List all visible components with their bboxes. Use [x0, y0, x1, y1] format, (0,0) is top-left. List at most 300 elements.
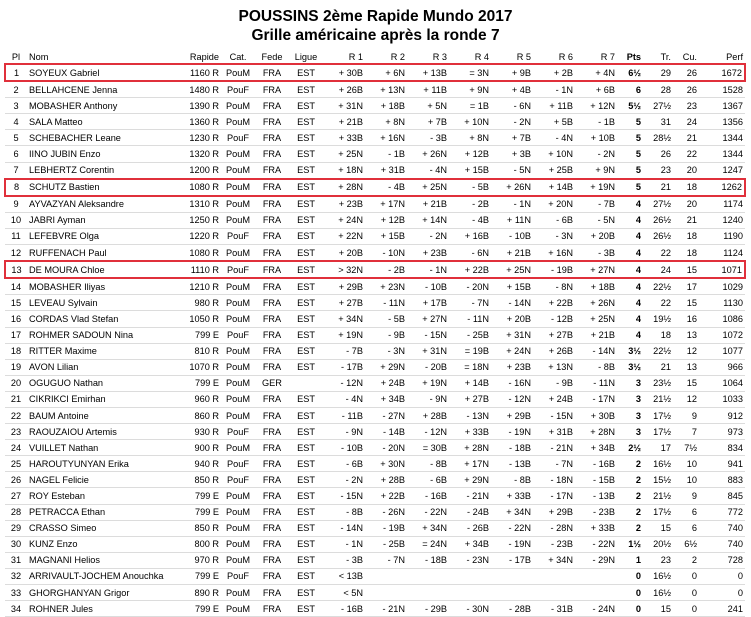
cell-category: PouM: [221, 343, 255, 359]
cell-place: 12: [5, 245, 27, 262]
cell-league: EST: [289, 212, 323, 228]
cell-points: 3: [617, 424, 643, 440]
cell-round-7: + 18B: [575, 278, 617, 295]
cell-rating: 940 R: [177, 456, 221, 472]
cell-category: PouM: [221, 295, 255, 311]
cell-league: EST: [289, 568, 323, 584]
table-row: [5, 81, 745, 98]
cell-round-4: + 12B: [449, 146, 491, 162]
table-row: [5, 196, 745, 213]
cell-round-3: + 14N: [407, 212, 449, 228]
cell-round-4: - 11N: [449, 311, 491, 327]
cell-round-6: - 1N: [533, 81, 575, 98]
cell-cumulative: 13: [673, 327, 699, 343]
cell-federation: FRA: [255, 440, 289, 456]
cell-round-1: + 23B: [323, 196, 365, 213]
cell-performance: 241: [699, 601, 745, 617]
cell-performance: 1064: [699, 375, 745, 391]
cell-rating: 799 E: [177, 504, 221, 520]
cell-points: 0: [617, 601, 643, 617]
cell-points: 5: [617, 179, 643, 196]
cell-category: PouM: [221, 359, 255, 375]
table-row: [5, 424, 745, 440]
cell-rating: 800 R: [177, 536, 221, 552]
cell-rating: 1220 R: [177, 228, 221, 244]
cell-rating: 850 R: [177, 520, 221, 536]
cell-performance: 728: [699, 552, 745, 568]
cell-performance: 1124: [699, 245, 745, 262]
cell-place: 8: [5, 179, 27, 196]
cell-category: PouM: [221, 407, 255, 423]
cell-round-5: - 5N: [491, 162, 533, 179]
cell-league: EST: [289, 391, 323, 407]
cell-round-7: + 26N: [575, 295, 617, 311]
cell-tiebreak: 19½: [643, 311, 673, 327]
cell-round-5: - 1N: [491, 196, 533, 213]
cell-rating: 860 R: [177, 407, 221, 423]
cell-name: SCHEBACHER Leane: [27, 130, 177, 146]
cell-performance: 1344: [699, 130, 745, 146]
cell-round-5: - 22N: [491, 520, 533, 536]
cell-round-5: + 15B: [491, 278, 533, 295]
cell-round-4: = 3N: [449, 64, 491, 81]
table-row: [5, 504, 745, 520]
cell-federation: FRA: [255, 98, 289, 114]
cell-league: EST: [289, 488, 323, 504]
cell-federation: FRA: [255, 81, 289, 98]
cell-points: 4: [617, 295, 643, 311]
cell-tiebreak: 22: [643, 295, 673, 311]
cell-round-5: [491, 585, 533, 601]
header-round-7: R 7: [575, 52, 617, 64]
cell-name: ROHMER SADOUN Nina: [27, 327, 177, 343]
table-row: [5, 391, 745, 407]
cell-round-6: - 28N: [533, 520, 575, 536]
cell-performance: 1130: [699, 295, 745, 311]
cell-league: EST: [289, 98, 323, 114]
cell-name: LEVEAU Sylvain: [27, 295, 177, 311]
cell-category: PouM: [221, 520, 255, 536]
table-row: [5, 375, 745, 391]
cell-name: AYVAZYAN Aleksandre: [27, 196, 177, 213]
cell-place: 27: [5, 488, 27, 504]
cell-round-1: + 19N: [323, 327, 365, 343]
cell-round-6: - 19B: [533, 261, 575, 278]
cell-category: PouM: [221, 146, 255, 162]
cell-federation: FRA: [255, 64, 289, 81]
table-row: [5, 327, 745, 343]
cell-category: PouF: [221, 456, 255, 472]
cell-tiebreak: 17½: [643, 504, 673, 520]
cell-performance: 0: [699, 585, 745, 601]
cell-federation: FRA: [255, 295, 289, 311]
cell-federation: FRA: [255, 585, 289, 601]
cell-round-4: = 18N: [449, 359, 491, 375]
cell-round-4: = 19B: [449, 343, 491, 359]
cell-round-6: - 4N: [533, 130, 575, 146]
header-performance: Perf: [699, 52, 745, 64]
cell-cumulative: 6: [673, 504, 699, 520]
cell-tiebreak: 23: [643, 162, 673, 179]
cell-federation: FRA: [255, 343, 289, 359]
cell-federation: FRA: [255, 359, 289, 375]
cell-round-5: + 7B: [491, 130, 533, 146]
cell-category: PouM: [221, 488, 255, 504]
cell-round-1: + 34N: [323, 311, 365, 327]
cell-cumulative: 12: [673, 391, 699, 407]
cell-round-4: - 5B: [449, 179, 491, 196]
cell-round-3: - 20B: [407, 359, 449, 375]
cell-rating: 1160 R: [177, 64, 221, 81]
cell-round-3: - 8B: [407, 456, 449, 472]
cell-points: 0: [617, 585, 643, 601]
cell-round-6: - 31B: [533, 601, 575, 617]
cell-round-1: + 27B: [323, 295, 365, 311]
cell-tiebreak: 21½: [643, 488, 673, 504]
cell-round-2: + 6N: [365, 64, 407, 81]
cell-federation: FRA: [255, 327, 289, 343]
cell-federation: FRA: [255, 162, 289, 179]
cell-round-1: + 20B: [323, 245, 365, 262]
cell-place: 17: [5, 327, 27, 343]
cell-round-3: - 6B: [407, 472, 449, 488]
cell-place: 7: [5, 162, 27, 179]
cell-rating: 1320 R: [177, 146, 221, 162]
cell-cumulative: 7: [673, 424, 699, 440]
cell-name: RUFFENACH Paul: [27, 245, 177, 262]
cell-round-1: - 11B: [323, 407, 365, 423]
cell-federation: FRA: [255, 552, 289, 568]
cell-round-1: - 3B: [323, 552, 365, 568]
cell-performance: 1077: [699, 343, 745, 359]
cell-tiebreak: 15: [643, 601, 673, 617]
cell-place: 34: [5, 601, 27, 617]
cell-rating: 799 E: [177, 375, 221, 391]
cell-cumulative: 9: [673, 407, 699, 423]
cell-name: KUNZ Enzo: [27, 536, 177, 552]
cell-round-4: - 20N: [449, 278, 491, 295]
cell-performance: 1029: [699, 278, 745, 295]
cell-round-4: + 17N: [449, 456, 491, 472]
cell-tiebreak: 16½: [643, 585, 673, 601]
cell-name: DE MOURA Chloe: [27, 261, 177, 278]
cell-points: 4: [617, 212, 643, 228]
cell-category: PouF: [221, 228, 255, 244]
cell-round-2: - 4B: [365, 179, 407, 196]
cell-place: 26: [5, 472, 27, 488]
cell-rating: 1230 R: [177, 130, 221, 146]
cell-cumulative: 20: [673, 162, 699, 179]
table-row: [5, 212, 745, 228]
cell-round-2: - 26N: [365, 504, 407, 520]
cell-points: 3½: [617, 359, 643, 375]
cell-category: PouM: [221, 278, 255, 295]
cell-round-1: < 5N: [323, 585, 365, 601]
cell-round-3: + 28B: [407, 407, 449, 423]
table-header: [5, 52, 745, 64]
cell-round-7: [575, 585, 617, 601]
cell-round-4: + 22B: [449, 261, 491, 278]
table-row: [5, 520, 745, 536]
cell-name: RITTER Maxime: [27, 343, 177, 359]
cell-round-6: - 15N: [533, 407, 575, 423]
cell-tiebreak: 28½: [643, 130, 673, 146]
cell-round-5: - 17B: [491, 552, 533, 568]
cell-round-7: - 16B: [575, 456, 617, 472]
cell-cumulative: 9: [673, 488, 699, 504]
cell-performance: 966: [699, 359, 745, 375]
cell-round-6: - 18N: [533, 472, 575, 488]
cell-round-7: + 19N: [575, 179, 617, 196]
cell-points: 2½: [617, 440, 643, 456]
cell-league: EST: [289, 327, 323, 343]
cell-name: ROHNER Jules: [27, 601, 177, 617]
cell-league: EST: [289, 162, 323, 179]
cell-round-1: + 24N: [323, 212, 365, 228]
header-tiebreak: Tr.: [643, 52, 673, 64]
cell-round-4: - 21N: [449, 488, 491, 504]
cell-round-5: - 13B: [491, 456, 533, 472]
cell-tiebreak: 16½: [643, 568, 673, 584]
cell-points: 4: [617, 245, 643, 262]
cell-round-1: + 29B: [323, 278, 365, 295]
cell-round-3: - 3B: [407, 130, 449, 146]
cell-round-7: - 2N: [575, 146, 617, 162]
cell-category: PouF: [221, 130, 255, 146]
header-round-2: R 2: [365, 52, 407, 64]
cell-tiebreak: 26½: [643, 228, 673, 244]
cell-place: 13: [5, 261, 27, 278]
cell-round-1: - 17B: [323, 359, 365, 375]
cell-category: PouM: [221, 196, 255, 213]
cell-federation: FRA: [255, 456, 289, 472]
cell-league: EST: [289, 245, 323, 262]
cell-round-7: + 34B: [575, 440, 617, 456]
cell-place: 11: [5, 228, 27, 244]
cell-tiebreak: 31: [643, 114, 673, 130]
table-row: [5, 162, 745, 179]
cell-rating: 1080 R: [177, 245, 221, 262]
cell-round-2: - 21N: [365, 601, 407, 617]
cell-place: 24: [5, 440, 27, 456]
cell-round-2: - 11N: [365, 295, 407, 311]
cell-round-5: - 19N: [491, 424, 533, 440]
cell-federation: FRA: [255, 130, 289, 146]
cell-points: 6½: [617, 64, 643, 81]
cell-round-7: + 25N: [575, 311, 617, 327]
header-name: Nom: [27, 52, 177, 64]
cell-points: 0: [617, 568, 643, 584]
cell-points: 1: [617, 552, 643, 568]
table-row: [5, 407, 745, 423]
cell-round-5: + 29B: [491, 407, 533, 423]
cell-round-1: - 6B: [323, 456, 365, 472]
cell-round-4: + 33B: [449, 424, 491, 440]
cell-round-7: + 9N: [575, 162, 617, 179]
cell-round-6: + 11B: [533, 98, 575, 114]
cell-round-5: + 23B: [491, 359, 533, 375]
table-row: [5, 98, 745, 114]
cell-category: PouM: [221, 601, 255, 617]
cell-cumulative: 15: [673, 375, 699, 391]
cell-round-3: + 11B: [407, 81, 449, 98]
cell-points: 5: [617, 146, 643, 162]
table-row: [5, 261, 745, 278]
cell-performance: 1262: [699, 179, 745, 196]
cell-name: JABRI Ayman: [27, 212, 177, 228]
cell-place: 19: [5, 359, 27, 375]
cell-tiebreak: 18: [643, 327, 673, 343]
cell-name: BELLAHCENE Jenna: [27, 81, 177, 98]
cell-rating: 960 R: [177, 391, 221, 407]
cell-tiebreak: 29: [643, 64, 673, 81]
cell-federation: FRA: [255, 601, 289, 617]
cell-league: EST: [289, 472, 323, 488]
cell-category: PouM: [221, 536, 255, 552]
cell-league: EST: [289, 81, 323, 98]
cell-performance: 1071: [699, 261, 745, 278]
cell-round-4: + 9N: [449, 81, 491, 98]
cell-tiebreak: 17½: [643, 407, 673, 423]
cell-round-4: - 25B: [449, 327, 491, 343]
cell-round-1: + 22N: [323, 228, 365, 244]
cell-league: EST: [289, 228, 323, 244]
cell-points: 2: [617, 456, 643, 472]
cell-name: SOYEUX Gabriel: [27, 64, 177, 81]
cell-round-5: + 34N: [491, 504, 533, 520]
cell-tiebreak: 22½: [643, 278, 673, 295]
cell-round-5: - 14N: [491, 295, 533, 311]
cell-name: CORDAS Vlad Stefan: [27, 311, 177, 327]
cell-round-2: - 27N: [365, 407, 407, 423]
cell-round-2: - 1B: [365, 146, 407, 162]
cell-place: 30: [5, 536, 27, 552]
cell-category: PouM: [221, 179, 255, 196]
cell-federation: FRA: [255, 568, 289, 584]
cell-round-6: + 13N: [533, 359, 575, 375]
cell-rating: 1480 R: [177, 81, 221, 98]
cell-round-6: + 20N: [533, 196, 575, 213]
cell-round-7: - 24N: [575, 601, 617, 617]
cell-performance: 883: [699, 472, 745, 488]
cell-category: PouM: [221, 245, 255, 262]
cell-round-7: - 13B: [575, 488, 617, 504]
cell-rating: 799 E: [177, 568, 221, 584]
cell-cumulative: 10: [673, 456, 699, 472]
cell-performance: 912: [699, 407, 745, 423]
cell-federation: FRA: [255, 278, 289, 295]
cell-points: 4: [617, 278, 643, 295]
cell-round-7: + 20B: [575, 228, 617, 244]
cell-round-6: + 22B: [533, 295, 575, 311]
cell-name: MOBASHER Anthony: [27, 98, 177, 114]
cell-cumulative: 15: [673, 261, 699, 278]
cell-round-4: - 23N: [449, 552, 491, 568]
cell-round-1: + 26B: [323, 81, 365, 98]
cell-round-1: - 4N: [323, 391, 365, 407]
cell-points: 5: [617, 130, 643, 146]
cell-round-3: - 22N: [407, 504, 449, 520]
cell-round-7: + 12N: [575, 98, 617, 114]
cell-league: EST: [289, 343, 323, 359]
cell-round-3: - 18B: [407, 552, 449, 568]
cell-round-7: - 11N: [575, 375, 617, 391]
cell-round-4: + 29N: [449, 472, 491, 488]
cell-round-7: - 29N: [575, 552, 617, 568]
cell-round-2: - 14B: [365, 424, 407, 440]
cell-round-2: [365, 585, 407, 601]
cell-round-7: - 8B: [575, 359, 617, 375]
cell-tiebreak: 26½: [643, 212, 673, 228]
cell-name: NAGEL Felicie: [27, 472, 177, 488]
cell-round-5: - 2N: [491, 114, 533, 130]
cell-tiebreak: 20½: [643, 536, 673, 552]
cell-performance: 941: [699, 456, 745, 472]
cell-league: EST: [289, 424, 323, 440]
cell-round-4: - 6N: [449, 245, 491, 262]
cell-category: PouF: [221, 261, 255, 278]
cell-league: EST: [289, 146, 323, 162]
cell-name: OGUGUO Nathan: [27, 375, 177, 391]
cell-round-2: + 16N: [365, 130, 407, 146]
cell-league: EST: [289, 552, 323, 568]
table-row: [5, 488, 745, 504]
cell-round-5: - 6N: [491, 98, 533, 114]
header-cumulative: Cu.: [673, 52, 699, 64]
cell-round-3: = 24N: [407, 536, 449, 552]
cell-place: 10: [5, 212, 27, 228]
cell-league: EST: [289, 261, 323, 278]
cell-federation: FRA: [255, 245, 289, 262]
cell-tiebreak: 16½: [643, 456, 673, 472]
cell-place: 20: [5, 375, 27, 391]
cell-round-1: > 32N: [323, 261, 365, 278]
cell-name: LEBHERTZ Corentin: [27, 162, 177, 179]
cell-round-5: + 26N: [491, 179, 533, 196]
cell-round-3: - 12N: [407, 424, 449, 440]
cell-league: EST: [289, 295, 323, 311]
cell-round-2: + 12B: [365, 212, 407, 228]
page-title: POUSSINS 2ème Rapide Mundo 2017: [238, 8, 513, 25]
cell-name: BAUM Antoine: [27, 407, 177, 423]
cell-round-2: + 29N: [365, 359, 407, 375]
cell-round-1: - 16B: [323, 601, 365, 617]
cell-rating: 1080 R: [177, 179, 221, 196]
table-row: [5, 456, 745, 472]
cell-performance: 740: [699, 536, 745, 552]
cell-league: EST: [289, 536, 323, 552]
cell-rating: 900 R: [177, 440, 221, 456]
cell-tiebreak: 17: [643, 440, 673, 456]
cell-category: PouF: [221, 424, 255, 440]
cell-rating: 799 E: [177, 327, 221, 343]
cell-federation: FRA: [255, 114, 289, 130]
cell-place: 21: [5, 391, 27, 407]
cell-round-5: + 20B: [491, 311, 533, 327]
cell-rating: 799 E: [177, 601, 221, 617]
cell-round-3: - 10B: [407, 278, 449, 295]
cell-round-2: - 25B: [365, 536, 407, 552]
cell-round-5: - 12N: [491, 391, 533, 407]
cell-performance: 834: [699, 440, 745, 456]
cell-performance: 1672: [699, 64, 745, 81]
cell-league: EST: [289, 114, 323, 130]
cell-round-2: - 19B: [365, 520, 407, 536]
cell-round-1: - 8B: [323, 504, 365, 520]
cell-federation: FRA: [255, 146, 289, 162]
table-row: [5, 311, 745, 327]
cell-round-3: + 31N: [407, 343, 449, 359]
